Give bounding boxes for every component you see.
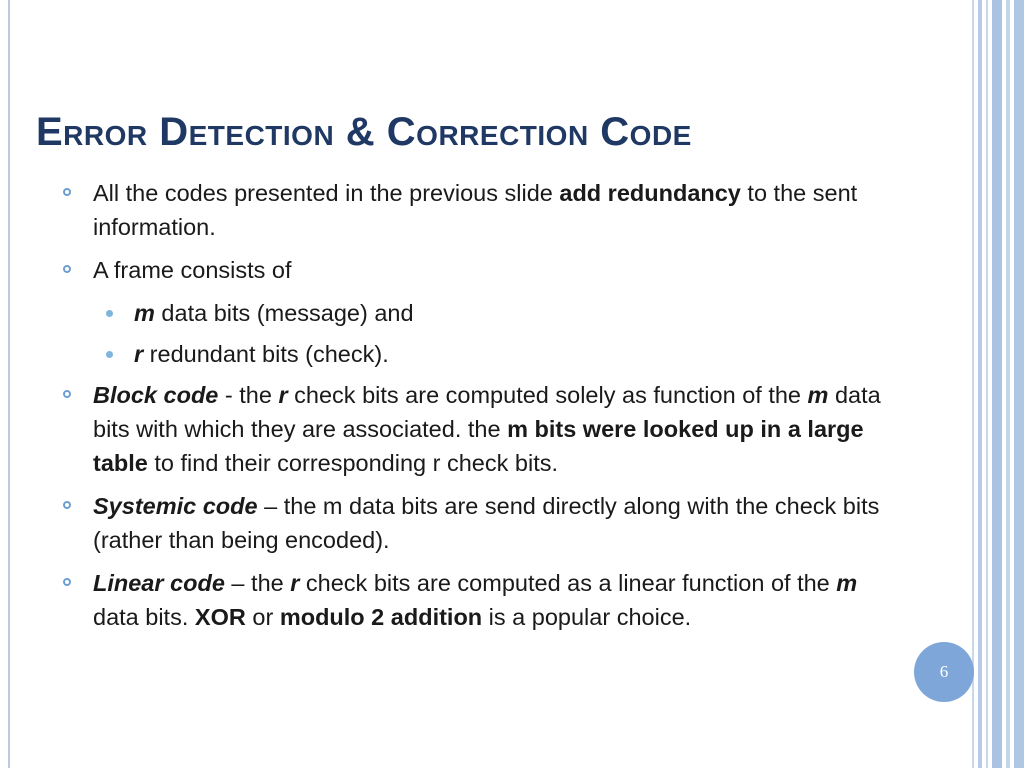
right-decorative-strip — [972, 0, 1024, 768]
bullet-ring-icon — [63, 390, 71, 398]
bullet-ring-icon — [63, 188, 71, 196]
left-frame-line — [8, 0, 10, 768]
slide-title: Error Detection & Correction Code — [36, 110, 692, 154]
sub-bullet-data-bits: m data bits (message) and — [60, 296, 890, 330]
sub-bullet-redundant-bits: r redundant bits (check). — [60, 337, 890, 371]
bullet-redundancy: All the codes presented in the previous slide add redundancy to the sent information. — [60, 176, 890, 244]
sub-bullet-dot-icon — [106, 310, 113, 317]
bullet-ring-icon — [63, 578, 71, 586]
bullet-block-code: Block code - the r check bits are computed solely as function of the m data bits with which they are associated. the m bits were looked up in a large table to find their corresponding r check bits. — [60, 378, 890, 480]
bullet-frame: A frame consists of — [60, 253, 890, 287]
bullet-systemic-code: Systemic code – the m data bits are send directly along with the check bits (rather than being encoded). — [60, 489, 890, 557]
bullet-linear-code: Linear code – the r check bits are computed as a linear function of the m data bits. XOR or modulo 2 addition is a popular choice. — [60, 566, 890, 634]
slide-number-badge: 6 — [914, 642, 974, 702]
slide-content — [60, 176, 890, 643]
bullet-ring-icon — [63, 501, 71, 509]
sub-bullet-dot-icon — [106, 351, 113, 358]
bullet-ring-icon — [63, 265, 71, 273]
